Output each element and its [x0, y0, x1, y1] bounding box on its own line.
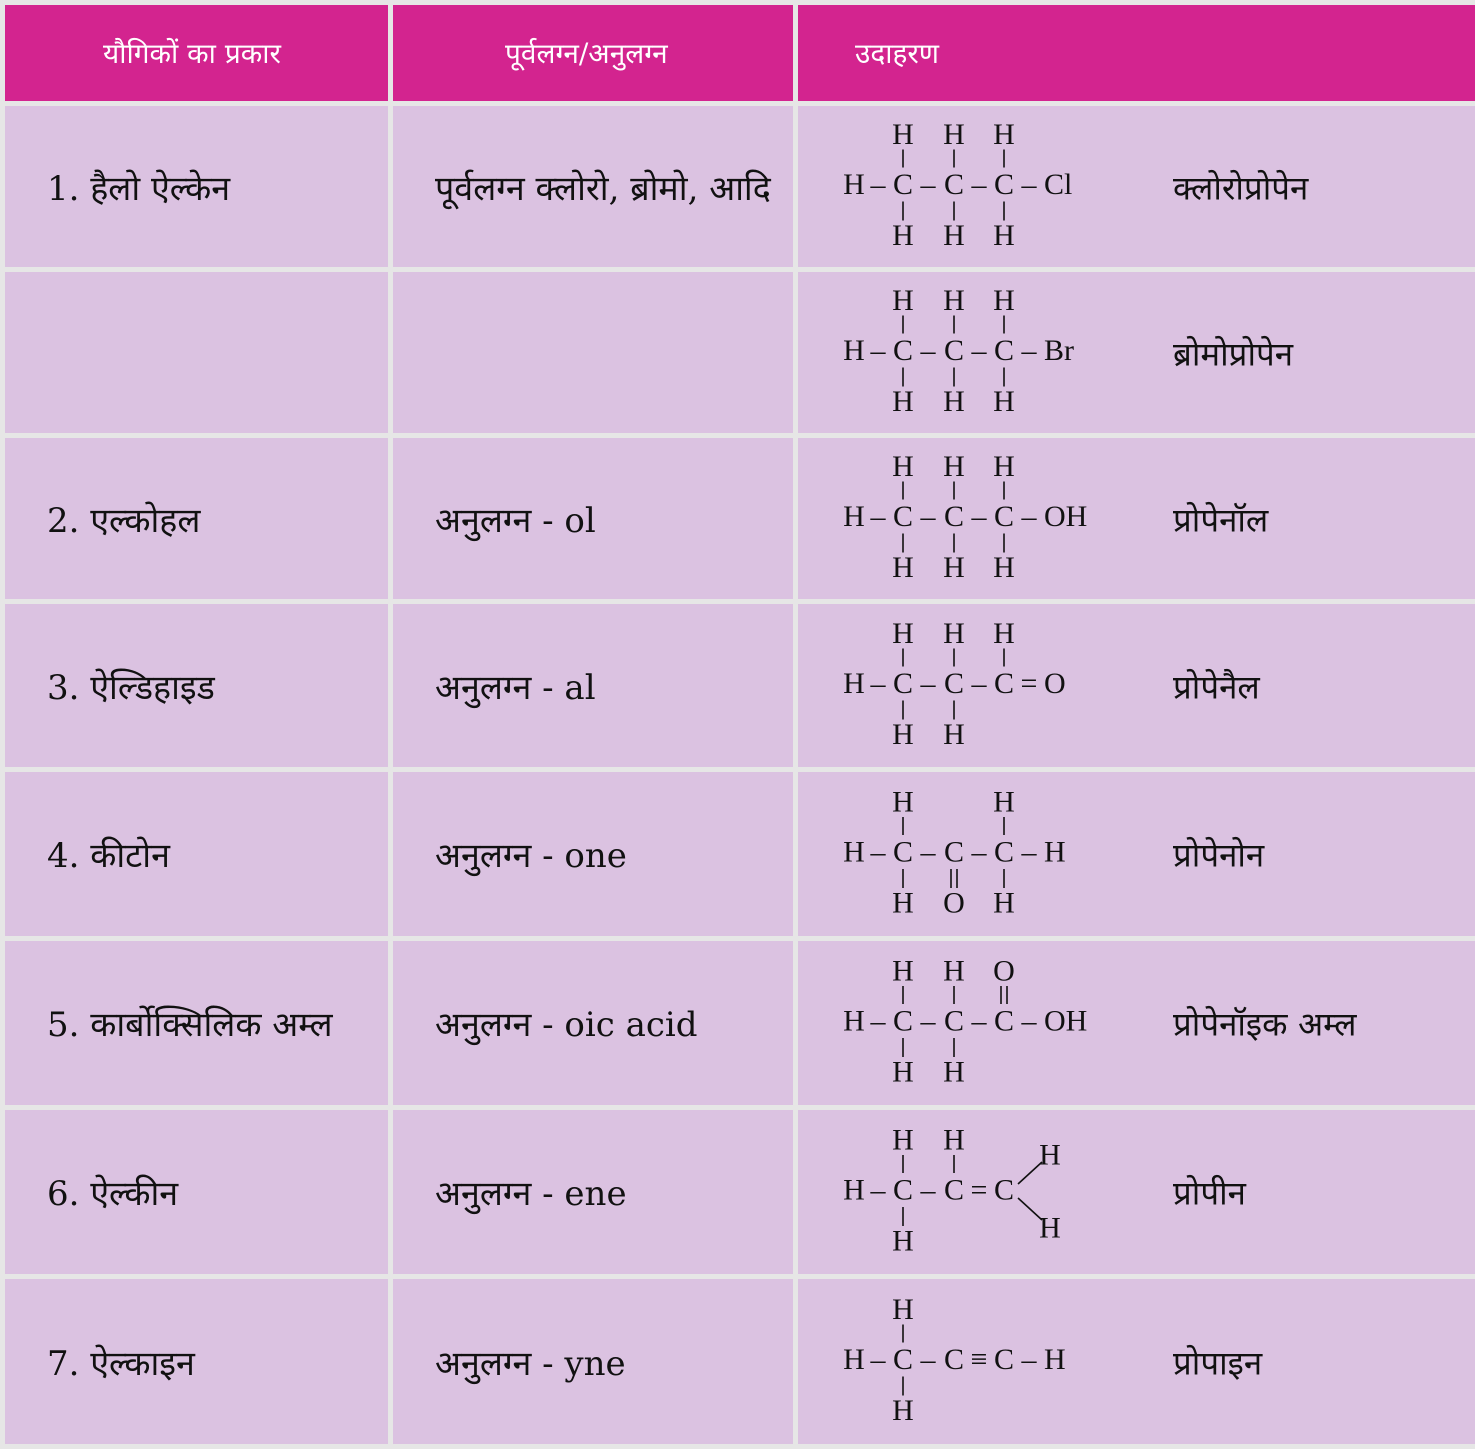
row-2-compound-name: ब्रोमोप्रोपेन	[1173, 334, 1294, 373]
chain-atom-c: C	[943, 1173, 965, 1207]
row-2-type	[5, 272, 388, 433]
row-1-compound-name: क्लोरोप्रोपेन	[1173, 168, 1309, 207]
single-bond: –	[971, 1004, 987, 1038]
chain-atom-c: C	[892, 1343, 914, 1376]
row-6-type: 5. कार्बोक्सिलिक अम्ल	[5, 941, 388, 1105]
single-bond: –	[1021, 334, 1037, 367]
header-affix-label: पूर्वलग्न/अनुलग्न	[505, 37, 668, 70]
row-6-structure	[798, 941, 1158, 1105]
top-atom-h: H	[943, 617, 965, 650]
top-atom-h: H	[993, 617, 1015, 650]
chain-atom-c: C	[943, 168, 965, 201]
bottom-atom-h: H	[993, 886, 1015, 920]
single-bond: –	[920, 168, 936, 201]
branch-bond	[1018, 1198, 1042, 1220]
chain-atom-c: C	[892, 1173, 914, 1207]
bottom-atom-h: H	[892, 551, 914, 584]
single-bond: –	[920, 1004, 936, 1038]
row-2-affix	[393, 272, 793, 433]
single-bond: –	[920, 1173, 936, 1207]
single-bond: –	[971, 835, 987, 869]
row-4-affix: अनुलग्न - al	[393, 604, 793, 767]
single-bond: –	[870, 1343, 886, 1376]
chain-atom-c: C	[993, 1343, 1015, 1376]
row-8-example	[798, 1279, 1475, 1444]
chain-atom-c: C	[993, 835, 1015, 869]
single-bond: –	[971, 667, 987, 700]
chain-atom-c: C	[993, 1004, 1015, 1038]
single-bond: –	[971, 168, 987, 201]
row-8-compound-name: प्रोपाइन	[1173, 1343, 1263, 1382]
branch-bond	[1018, 1162, 1042, 1184]
bottom-atom-h: H	[892, 385, 914, 418]
bottom-atom-h: H	[892, 718, 914, 751]
top-atom-h: H	[943, 284, 965, 317]
bottom-atom-o: O	[943, 886, 965, 920]
row-6-compound-name: प्रोपेनॉइक अम्ल	[1173, 1004, 1357, 1044]
bottom-atom-h: H	[892, 886, 914, 920]
row-3-affix: अनुलग्न - ol	[393, 438, 793, 599]
chain-atom-c: C	[892, 500, 914, 533]
row-4-type: 3. ऐल्डिहाइड	[5, 604, 388, 767]
header-type	[5, 5, 388, 101]
row-5-structure	[798, 772, 1158, 936]
row-4-structure	[798, 604, 1158, 767]
bottom-atom-h: H	[892, 1055, 914, 1089]
row-7-structure	[798, 1110, 1158, 1274]
chain-atom-oh: OH	[1044, 1004, 1088, 1038]
bottom-atom-h: H	[993, 219, 1015, 252]
row-5-compound-name: प्रोपेनोन	[1173, 835, 1265, 875]
branch-atom-h: H	[1039, 1138, 1061, 1172]
row-1-affix: पूर्वलग्न क्लोरो, ब्रोमो, आदि	[393, 106, 793, 267]
chain-atom-h: H	[843, 1343, 865, 1376]
chain-atom-c: C	[943, 500, 965, 533]
row-6-affix: अनुलग्न - oic acid	[393, 941, 793, 1105]
top-atom-h: H	[892, 118, 914, 151]
chain-atom-c: C	[943, 334, 965, 367]
chain-atom-h: H	[843, 1004, 865, 1038]
double-bond: =	[970, 1173, 988, 1207]
single-bond: –	[920, 1343, 936, 1376]
row-3-compound-name: प्रोपेनॉल	[1173, 500, 1269, 539]
chain-atom-c: C	[892, 334, 914, 367]
chain-atom-cl: Cl	[1044, 168, 1073, 201]
row-7-compound-name: प्रोपीन	[1173, 1173, 1246, 1213]
single-bond: –	[870, 500, 886, 533]
single-bond: –	[1021, 500, 1037, 533]
single-bond: –	[920, 667, 936, 700]
chain-atom-br: Br	[1044, 334, 1074, 367]
chain-atom-c: C	[943, 1343, 965, 1376]
bottom-atom-h: H	[943, 219, 965, 252]
row-8-affix: अनुलग्न - yne	[393, 1279, 793, 1444]
single-bond: –	[920, 334, 936, 367]
chain-atom-h: H	[843, 1173, 865, 1207]
chain-atom-c: C	[943, 1004, 965, 1038]
row-1-structure	[798, 106, 1158, 267]
header-example	[798, 5, 1475, 101]
top-atom-h: H	[892, 954, 914, 988]
row-5-type: 4. कीटोन	[5, 772, 388, 936]
chain-atom-c: C	[892, 168, 914, 201]
bottom-atom-h: H	[943, 718, 965, 751]
chain-atom-h: H	[1044, 835, 1066, 869]
row-1-example	[798, 106, 1475, 267]
row-4-compound-name: प्रोपेनैल	[1173, 667, 1260, 706]
row-5-affix: अनुलग्न - one	[393, 772, 793, 936]
chain-atom-c: C	[943, 835, 965, 869]
single-bond: –	[870, 835, 886, 869]
chain-atom-c: C	[993, 334, 1015, 367]
single-bond: –	[870, 667, 886, 700]
single-bond: –	[920, 835, 936, 869]
bottom-atom-h: H	[892, 1394, 914, 1427]
header-affix	[393, 5, 793, 101]
chain-atom-c: C	[993, 500, 1015, 533]
chain-atom-c: C	[892, 667, 914, 700]
single-bond: –	[870, 1004, 886, 1038]
single-bond: –	[971, 500, 987, 533]
row-1-type: 1. हैलो ऐल्केन	[5, 106, 388, 267]
row-4-example	[798, 604, 1475, 767]
top-atom-h: H	[993, 118, 1015, 151]
row-7-type: 6. ऐल्कीन	[5, 1110, 388, 1274]
top-atom-h: H	[943, 450, 965, 483]
chain-atom-h: H	[843, 500, 865, 533]
chain-atom-h: H	[843, 168, 865, 201]
top-atom-h: H	[892, 284, 914, 317]
bottom-atom-h: H	[943, 385, 965, 418]
top-atom-h: H	[892, 1293, 914, 1326]
chain-atom-c: C	[892, 1004, 914, 1038]
chain-atom-h: H	[843, 334, 865, 367]
chain-atom-c: C	[993, 168, 1015, 201]
single-bond: –	[1021, 835, 1037, 869]
row-3-type: 2. एल्कोहल	[5, 438, 388, 599]
bottom-atom-h: H	[943, 551, 965, 584]
chain-atom-o: O	[1044, 667, 1066, 700]
header-example-label: उदाहरण	[855, 37, 940, 70]
top-atom-h: H	[993, 450, 1015, 483]
row-7-example	[798, 1110, 1475, 1274]
top-atom-h: H	[892, 450, 914, 483]
header-type-label: यौगिकों का प्रकार	[103, 37, 281, 70]
chain-atom-h: H	[843, 835, 865, 869]
row-6-example	[798, 941, 1475, 1105]
top-atom-h: H	[993, 284, 1015, 317]
row-2-structure	[798, 272, 1158, 433]
row-8-type: 7. ऐल्काइन	[5, 1279, 388, 1444]
branch-atom-h: H	[1039, 1211, 1061, 1245]
top-atom-h: H	[943, 1123, 965, 1157]
top-atom-h: H	[943, 954, 965, 988]
single-bond: –	[1021, 168, 1037, 201]
top-atom-o: O	[993, 954, 1015, 988]
chain-atom-c: C	[892, 835, 914, 869]
bottom-atom-h: H	[993, 385, 1015, 418]
single-bond: –	[1021, 1343, 1037, 1376]
top-atom-h: H	[892, 785, 914, 819]
chain-atom-h: H	[843, 667, 865, 700]
row-3-example	[798, 438, 1475, 599]
triple-bond: ≡	[970, 1343, 988, 1376]
bottom-atom-h: H	[892, 219, 914, 252]
single-bond: –	[870, 1173, 886, 1207]
chain-atom-oh: OH	[1044, 500, 1088, 533]
double-bond: =	[1020, 667, 1038, 700]
row-8-structure	[798, 1279, 1158, 1444]
row-2-example	[798, 272, 1475, 433]
single-bond: –	[870, 168, 886, 201]
chain-atom-c: C	[993, 1173, 1015, 1207]
chain-atom-c: C	[993, 667, 1015, 700]
top-atom-h: H	[892, 1123, 914, 1157]
top-atom-h: H	[892, 617, 914, 650]
top-atom-h: H	[993, 785, 1015, 819]
single-bond: –	[1021, 1004, 1037, 1038]
bottom-atom-h: H	[892, 1224, 914, 1258]
chain-atom-c: C	[943, 667, 965, 700]
row-3-structure	[798, 438, 1158, 599]
top-atom-h: H	[943, 118, 965, 151]
single-bond: –	[920, 500, 936, 533]
row-7-affix: अनुलग्न - ene	[393, 1110, 793, 1274]
bottom-atom-h: H	[943, 1055, 965, 1089]
row-5-example	[798, 772, 1475, 936]
single-bond: –	[870, 334, 886, 367]
chain-atom-h: H	[1044, 1343, 1066, 1376]
single-bond: –	[971, 334, 987, 367]
bottom-atom-h: H	[993, 551, 1015, 584]
